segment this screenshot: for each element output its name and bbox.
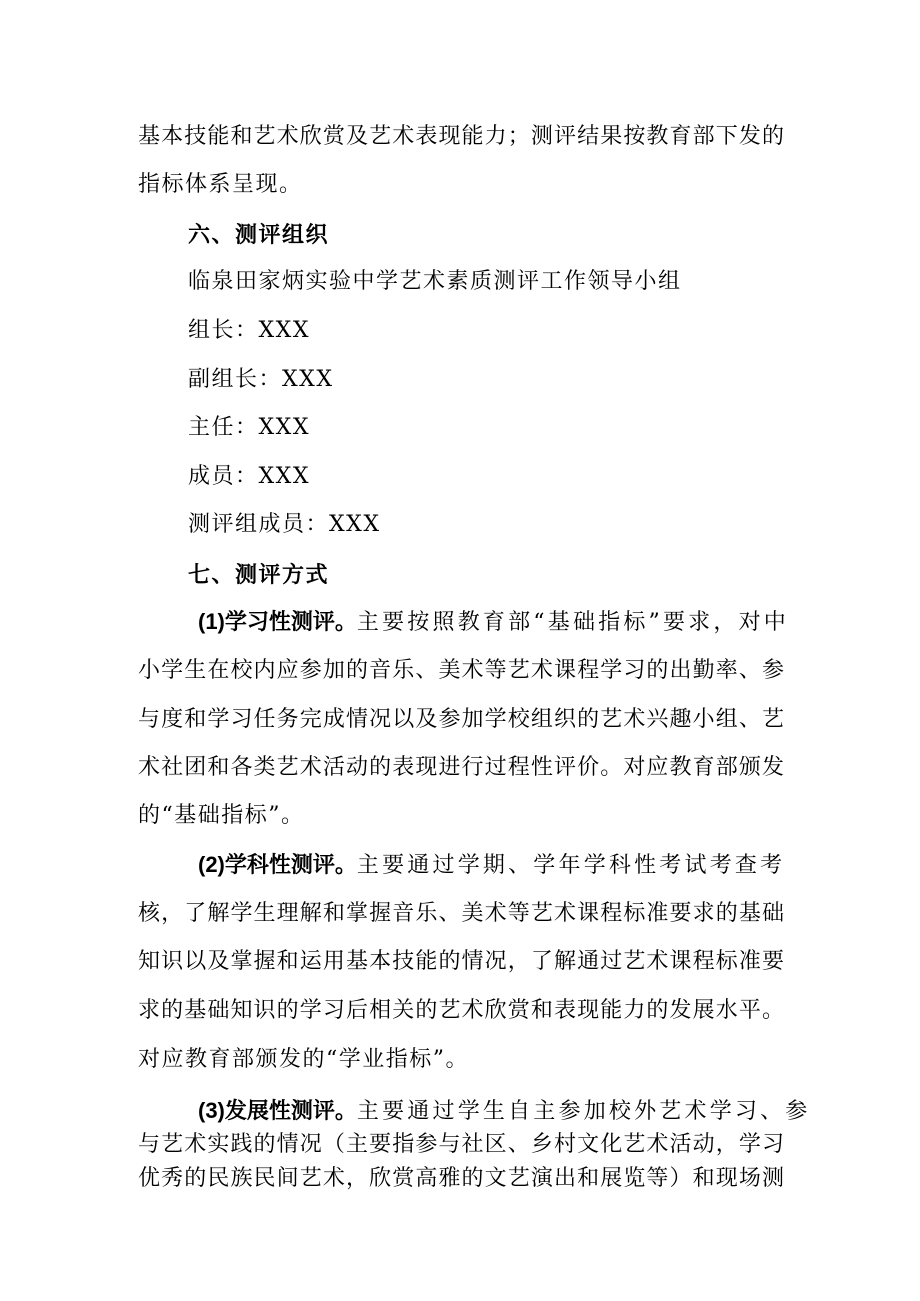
item-3-line-2: 与艺术实践的情况（主要指参与社区、乡村文化艺术活动，学习 <box>138 1132 784 1157</box>
item-1-line-4: 术社团和各类艺术活动的表现进行过程性评价。对应教育部颁发 <box>138 755 784 780</box>
role-deputy-leader: 副组长：XXX <box>188 367 334 392</box>
item-1-lead: (1)学习性测评。 <box>198 609 357 634</box>
item-1-line-3: 与度和学习任务完成情况以及参加学校组织的艺术兴趣小组、艺 <box>138 707 784 732</box>
item-1-first-line <box>198 607 789 638</box>
role-team-members: 测评组成员：XXX <box>188 512 381 537</box>
item-3-line-3: 优秀的民族民间艺术，欣赏高雅的文艺演出和展览等）和现场测 <box>138 1166 784 1191</box>
item-2-line-3: 知识以及掌握和运用基本技能的情况，了解通过艺术课程标准要 <box>138 949 784 974</box>
item-2-line-5: 对应教育部颁发的“学业指标”。 <box>138 1047 469 1072</box>
intro-line-2: 指标体系呈现。 <box>138 172 303 197</box>
item-2-line-4: 求的基础知识的学习后相关的艺术欣赏和表现能力的发展水平。 <box>138 998 784 1023</box>
item-2-lead: (2)学科性测评。 <box>198 852 357 877</box>
item-3-lead: (3)发展性测评。 <box>198 1098 357 1123</box>
section-7-heading: 七、测评方式 <box>188 562 330 588</box>
role-members: 成员：XXX <box>188 464 310 489</box>
item-3-first-line <box>198 1096 811 1127</box>
section-6-heading: 六、测评组织 <box>188 222 330 248</box>
item-2-line-2: 核，了解学生理解和掌握音乐、美术等艺术课程标准要求的基础 <box>138 901 784 926</box>
item-3-line-1: 主要通过学生自主参加校外艺术学习、参 <box>356 1099 811 1124</box>
intro-line-1: 基本技能和艺术欣赏及艺术表现能力；测评结果按教育部下发的 <box>138 124 784 149</box>
item-2-line-1: 主要通过学期、学年学科性考试考查考 <box>356 853 786 878</box>
item-2-first-line <box>198 850 785 881</box>
group-name: 临泉田家炳实验中学艺术素质测评工作领导小组 <box>188 269 682 294</box>
item-1-line-2: 小学生在校内应参加的音乐、美术等艺术课程学习的出勤率、参 <box>138 658 784 683</box>
role-director: 主任：XXX <box>188 415 310 440</box>
item-1-line-1: 主要按照教育部“基础指标”要求，对中 <box>356 610 789 635</box>
role-leader: 组长：XXX <box>188 318 310 343</box>
item-1-line-5: 的“基础指标”。 <box>138 803 305 828</box>
